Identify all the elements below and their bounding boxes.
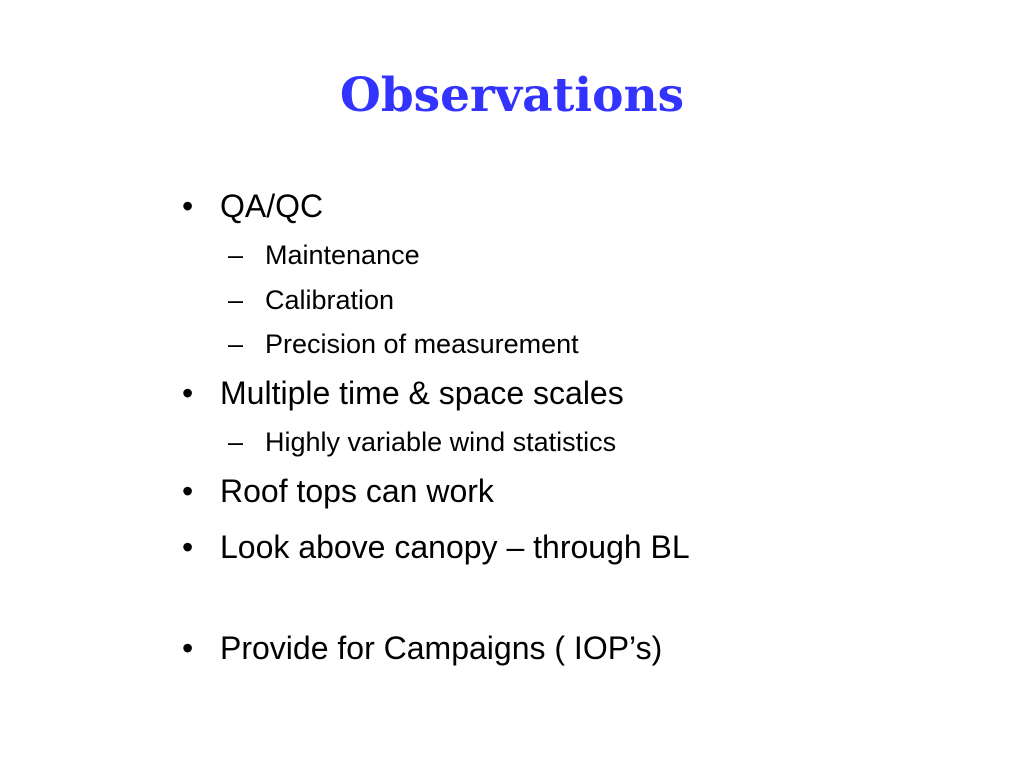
sub-bullet-text: Highly variable wind statistics bbox=[265, 427, 617, 457]
bullet-list bbox=[182, 0, 982, 768]
sub-bullet-text: Precision of measurement bbox=[265, 329, 579, 359]
bullet-marker: • bbox=[182, 473, 194, 509]
bullet-marker: • bbox=[182, 375, 194, 411]
bullet-marker: • bbox=[182, 188, 194, 224]
dash-marker: – bbox=[228, 427, 244, 457]
bullet-text: QA/QC bbox=[220, 188, 324, 224]
slide-title: Observations bbox=[339, 68, 685, 123]
bullet-text: Multiple time & space scales bbox=[220, 375, 624, 411]
dash-marker: – bbox=[228, 240, 244, 270]
bullet-marker: • bbox=[182, 630, 194, 666]
dash-marker: – bbox=[228, 285, 244, 315]
sub-bullet-text: Calibration bbox=[265, 285, 395, 315]
bullet-text: Look above canopy – through BL bbox=[220, 529, 690, 565]
bullet-text: Roof tops can work bbox=[220, 473, 494, 509]
bullet-text: Provide for Campaigns ( IOP’s) bbox=[220, 630, 663, 666]
sub-bullet-text: Maintenance bbox=[265, 240, 420, 270]
bullet-marker: • bbox=[182, 529, 194, 565]
dash-marker: – bbox=[228, 329, 244, 359]
